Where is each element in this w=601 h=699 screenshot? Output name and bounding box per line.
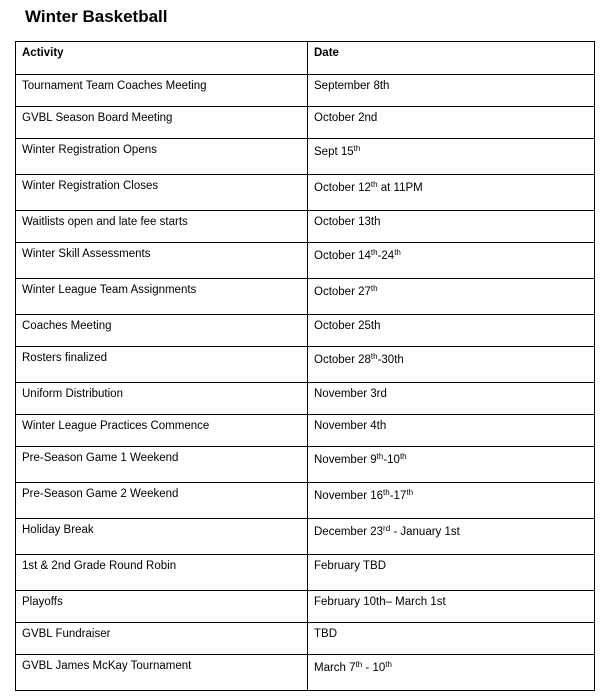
date-text: November 4th <box>314 420 387 432</box>
date-superscript: rd <box>383 524 391 533</box>
table-row <box>16 591 595 623</box>
activity-superscript: st <box>28 560 38 572</box>
table-row <box>16 415 595 447</box>
table-row <box>16 211 595 243</box>
date-text: November 16 <box>314 490 384 502</box>
date-cell <box>308 383 595 415</box>
date-text: November 9 <box>314 454 377 466</box>
date-text: - 10 <box>362 662 386 674</box>
schedule-table <box>15 41 595 691</box>
activity-cell: Winter Skill Assessments <box>16 243 308 279</box>
date-text: February TBD <box>314 560 387 572</box>
table-row <box>16 483 595 519</box>
table-row <box>16 623 595 655</box>
date-cell <box>308 139 595 175</box>
date-cell <box>308 175 595 211</box>
date-text: October 2nd <box>314 112 378 124</box>
activity-cell: Tournament Team Coaches Meeting <box>16 75 308 107</box>
activity-cell: Pre-Season Game 1 Weekend <box>16 447 308 483</box>
date-cell <box>308 483 595 519</box>
date-cell <box>308 415 595 447</box>
date-cell <box>308 279 595 315</box>
date-text: at 11PM <box>377 182 423 194</box>
date-text: TBD <box>314 628 337 640</box>
table-row <box>16 243 595 279</box>
date-text: - January 1st <box>390 526 460 538</box>
date-text: -24 <box>377 250 395 262</box>
date-text: December 23 <box>314 526 384 538</box>
date-superscript: th <box>399 452 407 461</box>
activity-cell: GVBL Season Board Meeting <box>16 107 308 139</box>
date-text: October 13th <box>314 216 381 228</box>
date-text: -30th <box>377 354 404 366</box>
date-cell <box>308 107 595 139</box>
date-text: -10 <box>383 454 400 466</box>
date-text: October 27 <box>314 286 371 298</box>
activity-cell: Winter Registration Opens <box>16 139 308 175</box>
date-text: October 14 <box>314 250 371 262</box>
table-row <box>16 315 595 347</box>
table-row <box>16 519 595 555</box>
date-cell <box>308 519 595 555</box>
date-cell <box>308 315 595 347</box>
date-text: November 3rd <box>314 388 387 400</box>
date-text: -17 <box>389 490 407 502</box>
date-superscript: th <box>355 660 363 669</box>
date-text: March 7 <box>314 662 356 674</box>
activity-text: & 2 <box>37 560 58 572</box>
date-text: September 8th <box>314 80 390 92</box>
activity-cell: Uniform Distribution <box>16 383 308 415</box>
date-superscript: th <box>394 248 401 257</box>
date-superscript: th <box>370 284 378 293</box>
date-superscript: th <box>370 180 378 189</box>
table-header-row <box>16 42 595 75</box>
activity-cell: Pre-Season Game 2 Weekend <box>16 483 308 519</box>
table-row <box>16 447 595 483</box>
activity-cell: GVBL Fundraiser <box>16 623 308 655</box>
table-row <box>16 75 595 107</box>
date-cell <box>308 347 595 383</box>
table-row <box>16 107 595 139</box>
activity-cell: Rosters finalized <box>16 347 308 383</box>
date-text: October 12 <box>314 182 371 194</box>
activity-cell: Waitlists open and late fee starts <box>16 211 308 243</box>
date-text: October 25th <box>314 320 381 332</box>
date-text: Sept 15 <box>314 146 354 158</box>
activity-column-header: Activity <box>16 42 308 75</box>
table-row <box>16 175 595 211</box>
date-superscript: th <box>370 352 378 361</box>
table-row <box>16 555 595 591</box>
date-superscript: th <box>385 660 392 669</box>
activity-cell: Holiday Break <box>16 519 308 555</box>
date-superscript: th <box>383 488 390 497</box>
activity-cell: Coaches Meeting <box>16 315 308 347</box>
date-cell <box>308 243 595 279</box>
activity-text: 1 <box>22 560 29 572</box>
date-text: October 28 <box>314 354 371 366</box>
table-row <box>16 383 595 415</box>
date-superscript: th <box>353 144 361 153</box>
table-row <box>16 655 595 691</box>
table-row <box>16 139 595 175</box>
date-cell <box>308 655 595 691</box>
date-text: February 10th– March 1st <box>314 596 446 608</box>
activity-text: Grade Round Robin <box>70 560 177 572</box>
table-row <box>16 279 595 315</box>
date-cell <box>308 211 595 243</box>
activity-cell: Winter League Practices Commence <box>16 415 308 447</box>
date-superscript: th <box>370 248 378 257</box>
activity-cell: Playoffs <box>16 591 308 623</box>
activity-superscript: nd <box>57 560 71 572</box>
activity-cell: Winter League Team Assignments <box>16 279 308 315</box>
schedule-body <box>16 75 595 691</box>
date-cell <box>308 623 595 655</box>
document-title: Winter Basketball <box>25 7 168 26</box>
date-superscript: th <box>406 488 414 497</box>
date-column-header: Date <box>308 42 595 75</box>
date-superscript: th <box>376 452 384 461</box>
activity-cell <box>16 555 308 591</box>
date-cell <box>308 555 595 591</box>
table-row <box>16 347 595 383</box>
date-cell <box>308 75 595 107</box>
activity-cell: Winter Registration Closes <box>16 175 308 211</box>
date-cell <box>308 447 595 483</box>
date-cell <box>308 591 595 623</box>
activity-cell: GVBL James McKay Tournament <box>16 655 308 691</box>
